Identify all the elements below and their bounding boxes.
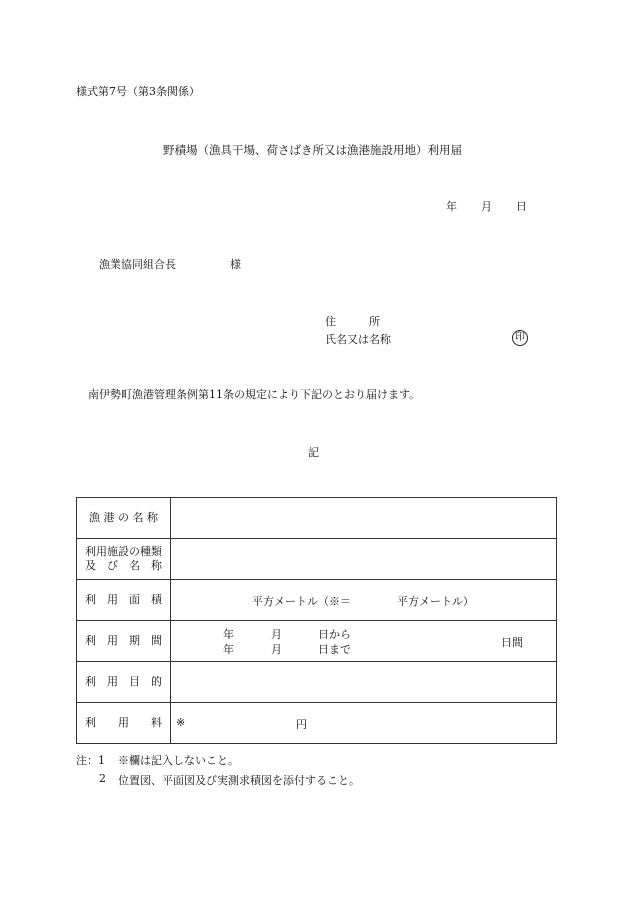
seal-mark <box>512 330 528 346</box>
facility-type-label-line1: 利用施設の種類 <box>85 545 162 558</box>
period-cell[interactable] <box>171 621 557 662</box>
date-day-label: 日 <box>516 200 527 213</box>
table-row <box>77 662 557 703</box>
period-to-month: 月 <box>271 643 282 656</box>
address-label: 住 所 <box>325 315 380 328</box>
purpose-cell[interactable] <box>171 662 557 703</box>
document-title: 野積場（漁具干場、荷さばき所又は漁港施設用地）利用届 <box>163 143 462 157</box>
addressee-name: 漁業協同組合長 <box>99 258 176 271</box>
note-2-text: 位置図、平面図及び実測求積図を添付すること。 <box>118 774 360 787</box>
application-table <box>76 497 557 744</box>
table-row <box>77 621 557 662</box>
period-to-day: 日まで <box>318 643 351 656</box>
fee-mark: ※ <box>176 716 186 729</box>
purpose-label: 利 用 目 的 <box>77 662 171 703</box>
table-row <box>77 498 557 539</box>
ki-heading: 記 <box>308 446 319 459</box>
table-row <box>77 703 557 744</box>
facility-type-cell[interactable] <box>171 539 557 580</box>
period-from-year: 年 <box>223 628 234 641</box>
date-year-label: 年 <box>446 200 457 213</box>
name-label: 氏名又は名称 <box>325 333 391 346</box>
port-name-cell[interactable] <box>171 498 557 539</box>
note-1-prefix: 注：1 <box>76 754 105 767</box>
table-row <box>77 580 557 621</box>
area-cell[interactable] <box>171 580 557 621</box>
fee-label: 利 用 料 <box>77 703 171 744</box>
area-unit-2: 平方メートル） <box>397 595 474 608</box>
seal-icon: 印 <box>512 330 528 346</box>
area-unit-1: 平方メートル（※＝ <box>252 595 351 608</box>
date-month-label: 月 <box>481 200 492 213</box>
period-to-year: 年 <box>223 643 234 656</box>
table-row <box>77 539 557 580</box>
body-text: 南伊勢町漁港管理条例第11条の規定により下記のとおり届けます。 <box>88 388 421 401</box>
facility-type-label <box>77 539 171 580</box>
note-1-text: ※欄は記入しないこと。 <box>118 754 239 767</box>
period-label: 利 用 期 間 <box>77 621 171 662</box>
facility-type-label-line2: 及 び 名 称 <box>85 559 162 572</box>
period-from-month: 月 <box>271 628 282 641</box>
period-from-day: 日から <box>318 628 351 641</box>
area-label: 利 用 面 積 <box>77 580 171 621</box>
period-days: 日間 <box>501 636 523 649</box>
form-number: 様式第7号（第3条関係） <box>76 85 200 98</box>
port-name-label: 漁 港 の 名 称 <box>77 498 171 539</box>
fee-cell[interactable] <box>171 703 557 744</box>
fee-yen: 円 <box>296 718 307 731</box>
note-2-prefix: 2 <box>99 772 106 785</box>
addressee-honorific: 様 <box>230 258 241 271</box>
